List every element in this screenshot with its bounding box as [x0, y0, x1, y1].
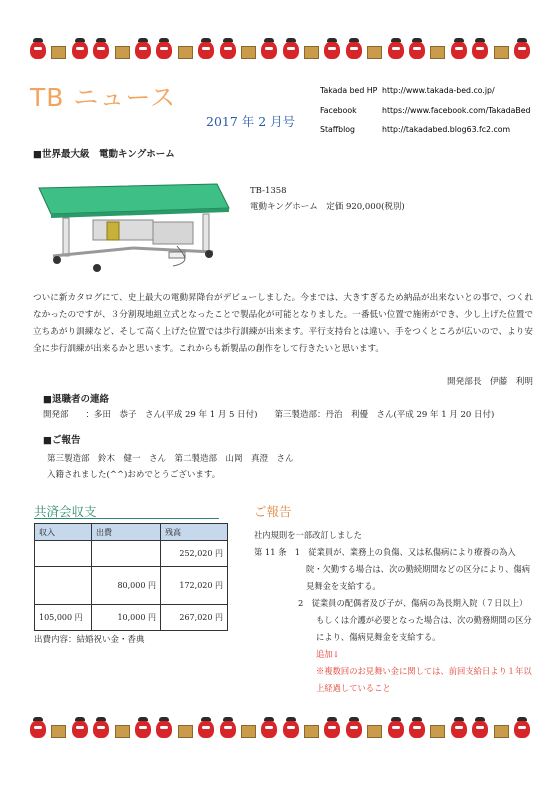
- rule-clause-2b: もしくは介護が必要となった場合は、次の勤務期間の区分: [316, 615, 532, 625]
- bottom-decoration: [30, 717, 530, 741]
- table-cell: 267,020 円: [161, 605, 228, 631]
- rule-added-note-a: ※複数回のお見舞い金に関しては、前回支給日より１年以: [316, 666, 532, 676]
- feature-heading: ■世界最大級 電動キングホーム: [33, 149, 175, 160]
- report-line-2: 入籍されました(^^)おめでとうございます。: [47, 470, 221, 480]
- rule-added: 追加↓: [316, 649, 340, 659]
- table-cell: 172,020 円: [161, 567, 228, 605]
- link-label: Takada bed HP: [320, 86, 378, 95]
- link-url[interactable]: http://takadabed.blog63.fc2.com: [382, 125, 511, 134]
- links-block: [320, 86, 530, 145]
- rule-clause-2c: により、傷病見舞金を支給する。: [316, 632, 441, 642]
- expense-note: 出費内容：結婚祝い金・香典: [34, 635, 145, 645]
- rule-added-note-b: 上経過していること: [316, 683, 391, 693]
- link-label: Facebook: [320, 105, 357, 115]
- feature-paragraph: ついに新カタログにて、史上最大の電動昇降台がデビューしました。今までは、大きすぎるため納品が出来ないとの事で、つくれなかったのですが、３分割現地組立式となったことで製品化が可能となりました。一番低い位置で施術ができ、少し上げた位置で立ちあがり訓練など、そして高く上げた位置では歩行訓練が出来ます。平行支持台とは違い、手をつくところが広いので、より安全に歩行訓練が出来るかと思います。これからも新製品の創作をして行きたいと思います。: [33, 293, 533, 354]
- rule-change-heading: ご報告: [254, 504, 292, 519]
- link-url[interactable]: http://www.takada-bed.co.jp/: [382, 86, 495, 95]
- table-cell: 80,000 円: [92, 567, 161, 605]
- product-name-price: 電動キングホーム 定価 920,000(税別): [250, 202, 405, 212]
- newsletter-title: TB ニュース: [30, 83, 177, 112]
- product-info: [250, 183, 405, 215]
- table-header-row: [35, 524, 228, 541]
- table-row: [35, 541, 228, 567]
- top-decoration: [30, 38, 530, 62]
- rule-clause-1a: 第 11 条 1 従業員が、業務上の負傷、又は私傷病により療養の為入: [254, 547, 516, 557]
- table-cell: 105,000 円: [35, 605, 92, 631]
- col-income: 収入: [35, 524, 92, 541]
- retirement-line: 開発部 ：多田 恭子 さん(平成 29 年 1 月 5 日付) 第三製造部：丹治 利優 さん(平成 29 年 1 月 20 日付): [43, 410, 495, 420]
- rule-clause-1b: 院・欠勤する場合は、次の勤続期間などの区分により、傷病: [306, 564, 531, 574]
- link-label: Staffblog: [320, 125, 355, 134]
- link-url[interactable]: https://www.facebook.com/TakadaBed: [382, 105, 531, 115]
- report-heading: ■ご報告: [43, 435, 81, 446]
- rule-clause-2a: 2 従業員の配偶者及び子が、傷病の為長期入院（７日以上）: [298, 598, 528, 608]
- col-balance: 残高: [161, 524, 228, 541]
- link-row-staffblog[interactable]: [320, 125, 530, 145]
- table-cell: [35, 567, 92, 605]
- link-row-hp[interactable]: [320, 86, 530, 106]
- table-cell: [92, 541, 161, 567]
- electric-table-illustration: [33, 182, 233, 274]
- report-line-1: 第三製造部 鈴木 健一 さん 第二製造部 山岡 真澄 さん: [47, 454, 294, 464]
- rule-intro: 社内規則を一部改訂しました: [254, 530, 362, 540]
- product-model: TB-1358: [250, 186, 287, 196]
- issue-date: 2017 年 2 月号: [206, 114, 296, 129]
- mutual-aid-rule: [34, 518, 219, 519]
- rule-change-body: [254, 527, 536, 697]
- table-cell: 252,020 円: [161, 541, 228, 567]
- mutual-aid-heading: 共済会収支: [34, 504, 97, 519]
- link-row-facebook[interactable]: [320, 106, 530, 126]
- table-cell: [35, 541, 92, 567]
- table-row: [35, 605, 228, 631]
- table-cell: 10,000 円: [92, 605, 161, 631]
- table-row: [35, 567, 228, 605]
- mutual-aid-table: [34, 523, 228, 631]
- feature-signature: 開発部長 伊藤 利明: [447, 377, 533, 387]
- rule-clause-1c: 見舞金を支給する。: [306, 581, 381, 591]
- retirement-heading: ■退職者の連絡: [43, 394, 109, 405]
- col-expense: 出費: [92, 524, 161, 541]
